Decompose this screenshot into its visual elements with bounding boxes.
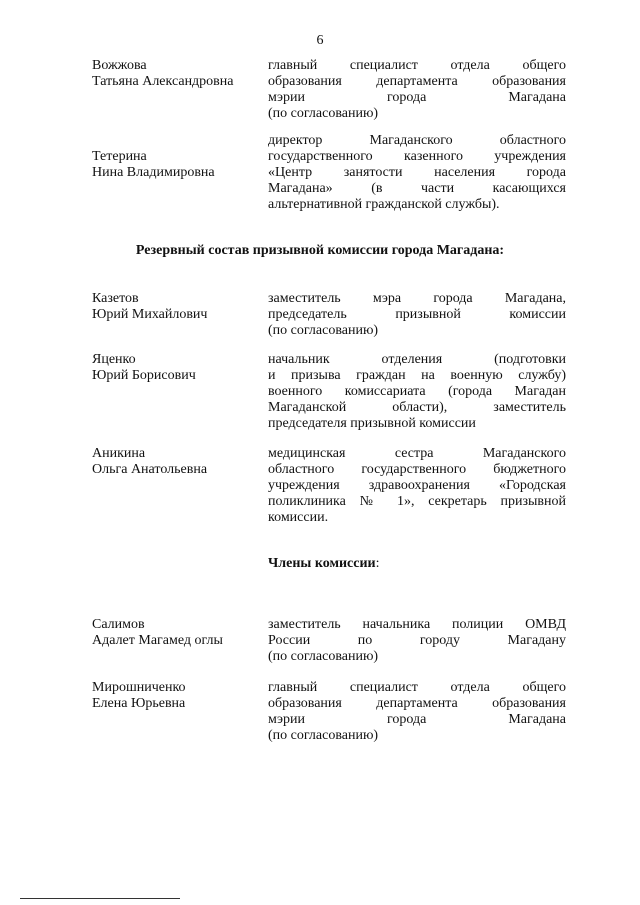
position-line: главный специалист отдела общего (268, 58, 566, 73)
person-name (92, 680, 262, 712)
surname: Вожжова (92, 58, 147, 73)
person-name (92, 291, 262, 323)
position-line: заместитель начальника полиции ОМВД (268, 617, 566, 632)
person-name (92, 446, 262, 478)
position-line: начальник отделения (подготовки (268, 352, 566, 367)
position-line: поликлиника № 1», секретарь призывной (268, 494, 566, 509)
given-names: Ольга Анатольевна (92, 462, 208, 477)
position-line: директор Магаданского областного (268, 133, 566, 148)
person-position (268, 133, 566, 213)
given-names: Татьяна Александровна (92, 74, 234, 89)
surname: Тетерина (92, 149, 147, 164)
given-names: Адалет Магамед оглы (92, 633, 223, 648)
position-line: альтернативной гражданской службы). (268, 197, 500, 212)
position-line: «Центр занятости населения города (268, 165, 566, 180)
position-line: и призыва граждан на военную службу) (268, 368, 566, 383)
position-line: государственного казенного учреждения (268, 149, 566, 164)
position-line: (по согласованию) (268, 728, 379, 743)
person-position (268, 446, 566, 526)
given-names: Юрий Михайлович (92, 307, 208, 322)
position-line: (по согласованию) (268, 323, 379, 338)
footer-rule (20, 898, 180, 899)
position-line: комиссии. (268, 510, 329, 525)
person-name (92, 149, 262, 181)
position-line: (по согласованию) (268, 649, 379, 664)
person-position (268, 617, 566, 665)
given-names: Юрий Борисович (92, 368, 196, 383)
person-name (92, 617, 262, 649)
position-line: военного комиссариата (города Магадан (268, 384, 566, 399)
person-position (268, 291, 566, 339)
position-line: России по городу Магадану (268, 633, 566, 648)
given-names: Елена Юрьевна (92, 696, 186, 711)
position-line: мэрии города Магадана (268, 712, 566, 727)
person-position (268, 680, 566, 744)
given-names: Нина Владимировна (92, 165, 215, 180)
position-line: (по согласованию) (268, 106, 379, 121)
person-name (92, 352, 262, 384)
position-line: главный специалист отдела общего (268, 680, 566, 695)
position-line: заместитель мэра города Магадана, (268, 291, 566, 306)
surname: Мирошниченко (92, 680, 186, 695)
reserve-heading: Резервный состав призывной комиссии города Магадана: (135, 243, 505, 258)
position-line: образования департамента образования (268, 74, 566, 89)
position-line: медицинская сестра Магаданского (268, 446, 566, 461)
person-position (268, 58, 566, 122)
position-line: Магаданской области), заместитель (268, 400, 566, 415)
person-name (92, 58, 262, 90)
position-line: Магадана» (в части касающихся (268, 181, 566, 196)
surname: Салимов (92, 617, 145, 632)
members-heading-text: Члены комиссии (268, 556, 376, 571)
surname: Аникина (92, 446, 146, 461)
position-line: председатель призывной комиссии (268, 307, 566, 322)
members-heading-colon: : (375, 556, 380, 571)
surname: Казетов (92, 291, 139, 306)
position-line: учреждения здравоохранения «Городская (268, 478, 566, 493)
person-position (268, 352, 566, 432)
position-line: образования департамента образования (268, 696, 566, 711)
members-heading (268, 556, 380, 572)
page-number: 6 (316, 33, 324, 48)
position-line: областного государственного бюджетного (268, 462, 566, 477)
position-line: мэрии города Магадана (268, 90, 566, 105)
surname: Яценко (92, 352, 136, 367)
position-line: председателя призывной комиссии (268, 416, 476, 431)
